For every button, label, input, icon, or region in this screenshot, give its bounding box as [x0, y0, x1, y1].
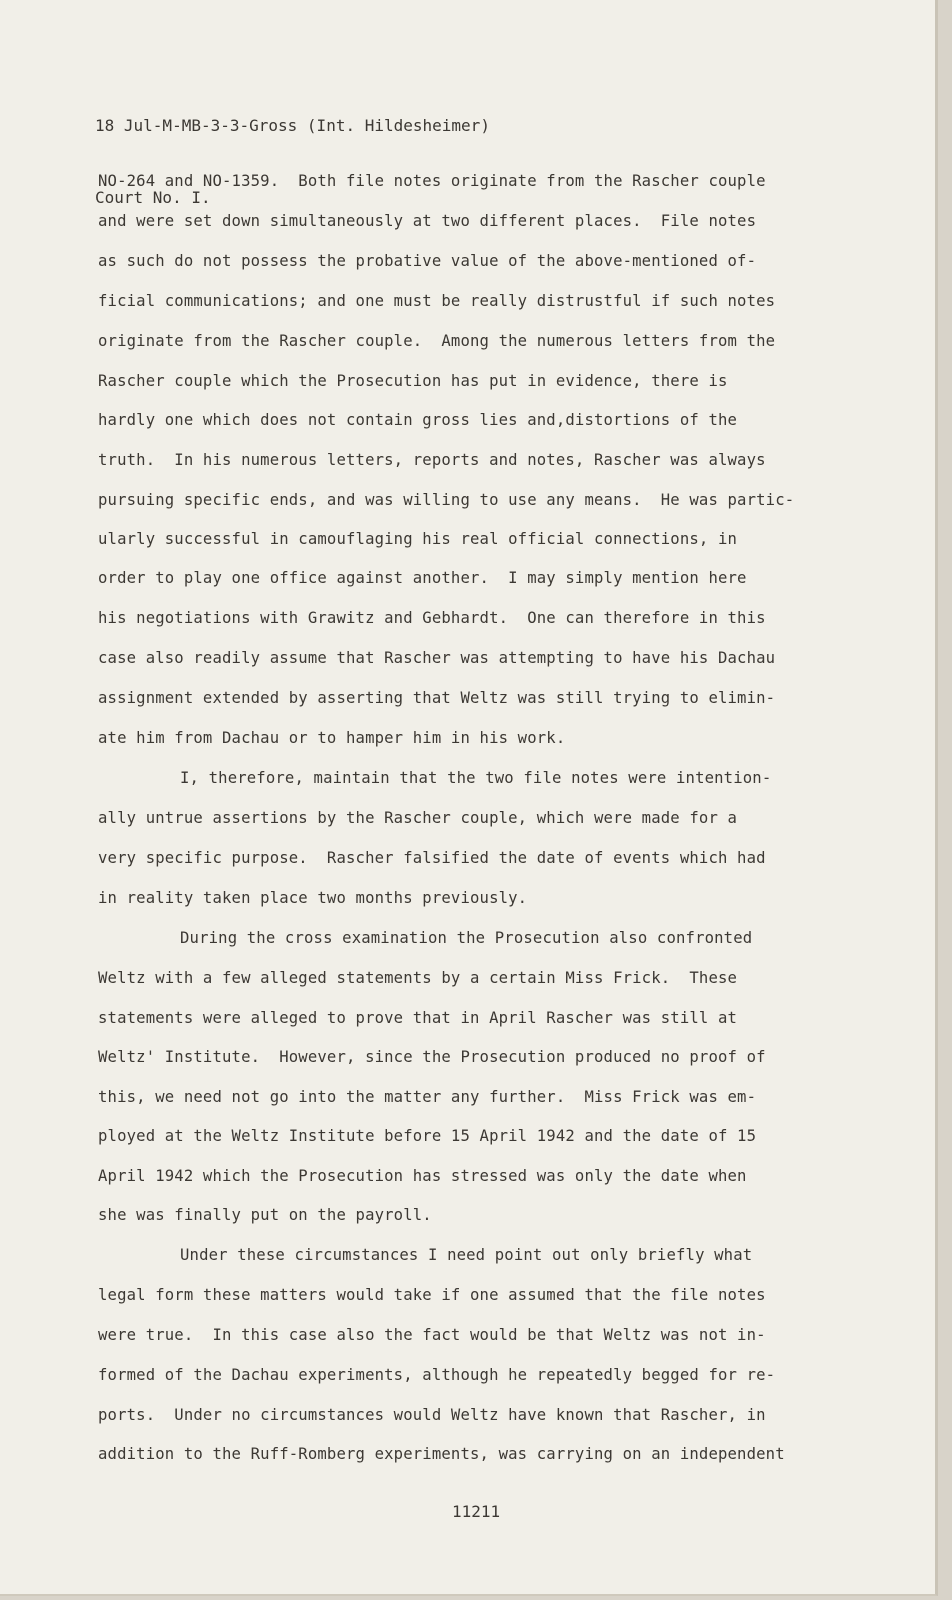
header-case-reference: 18 Jul-M-MB-3-3-Gross (Int. Hildesheimer)	[95, 116, 490, 135]
text-line: NO-264 and NO-1359. Both file notes originate from the Rascher couple	[98, 172, 766, 190]
text-line: she was finally put on the payroll.	[98, 1206, 432, 1224]
page-edge-shadow	[938, 0, 952, 1600]
text-line: his negotiations with Grawitz and Gebhardt. One can therefore in this	[98, 609, 766, 627]
text-line: assignment extended by asserting that Weltz was still trying to elimin-	[98, 689, 776, 707]
text-line: truth. In his numerous letters, reports and notes, Rascher was always	[98, 451, 766, 469]
text-line: Weltz' Institute. However, since the Prosecution produced no proof of	[98, 1048, 766, 1066]
text-line: and were set down simultaneously at two different places. File notes	[98, 212, 757, 230]
text-line: as such do not possess the probative value of the above-mentioned of-	[98, 252, 757, 270]
text-line: were true. In this case also the fact would be that Weltz was not in-	[98, 1326, 766, 1344]
text-line: originate from the Rascher couple. Among the numerous letters from the	[98, 332, 776, 350]
text-line: April 1942 which the Prosecution has stressed was only the date when	[98, 1167, 747, 1185]
text-line: During the cross examination the Prosecution also confronted	[180, 929, 753, 947]
text-line: ate him from Dachau or to hamper him in his work.	[98, 729, 566, 747]
text-line: order to play one office against another. I may simply mention here	[98, 569, 747, 587]
text-line: addition to the Ruff-Romberg experiments, was carrying on an independent	[98, 1445, 785, 1463]
text-line: ularly successful in camouflaging his real official connections, in	[98, 530, 738, 548]
text-line: ports. Under no circumstances would Weltz have known that Rascher, in	[98, 1406, 766, 1424]
text-line: ployed at the Weltz Institute before 15 April 1942 and the date of 15	[98, 1127, 757, 1145]
page-number: 11211	[452, 1502, 501, 1521]
text-line: statements were alleged to prove that in April Rascher was still at	[98, 1009, 738, 1027]
text-line: pursuing specific ends, and was willing to use any means. He was partic-	[98, 491, 795, 509]
text-line: case also readily assume that Rascher was attempting to have his Dachau	[98, 649, 776, 667]
text-line: Weltz with a few alleged statements by a certain Miss Frick. These	[98, 969, 738, 987]
text-line: I, therefore, maintain that the two file notes were intention-	[180, 769, 772, 787]
text-line: very specific purpose. Rascher falsified the date of events which had	[98, 849, 766, 867]
text-line: ficial communications; and one must be really distrustful if such notes	[98, 292, 776, 310]
text-line: ally untrue assertions by the Rascher couple, which were made for a	[98, 809, 738, 827]
text-line: Under these circumstances I need point out only briefly what	[180, 1246, 753, 1264]
text-line: formed of the Dachau experiments, although he repeatedly begged for re-	[98, 1366, 776, 1384]
text-line: Rascher couple which the Prosecution has put in evidence, there is	[98, 372, 728, 390]
text-line: hardly one which does not contain gross lies and,distortions of the	[98, 411, 738, 429]
header-court-number: Court No. I.	[95, 188, 211, 207]
text-line: in reality taken place two months previously.	[98, 889, 528, 907]
text-line: legal form these matters would take if one assumed that the file notes	[98, 1286, 766, 1304]
text-line: this, we need not go into the matter any further. Miss Frick was em-	[98, 1088, 757, 1106]
